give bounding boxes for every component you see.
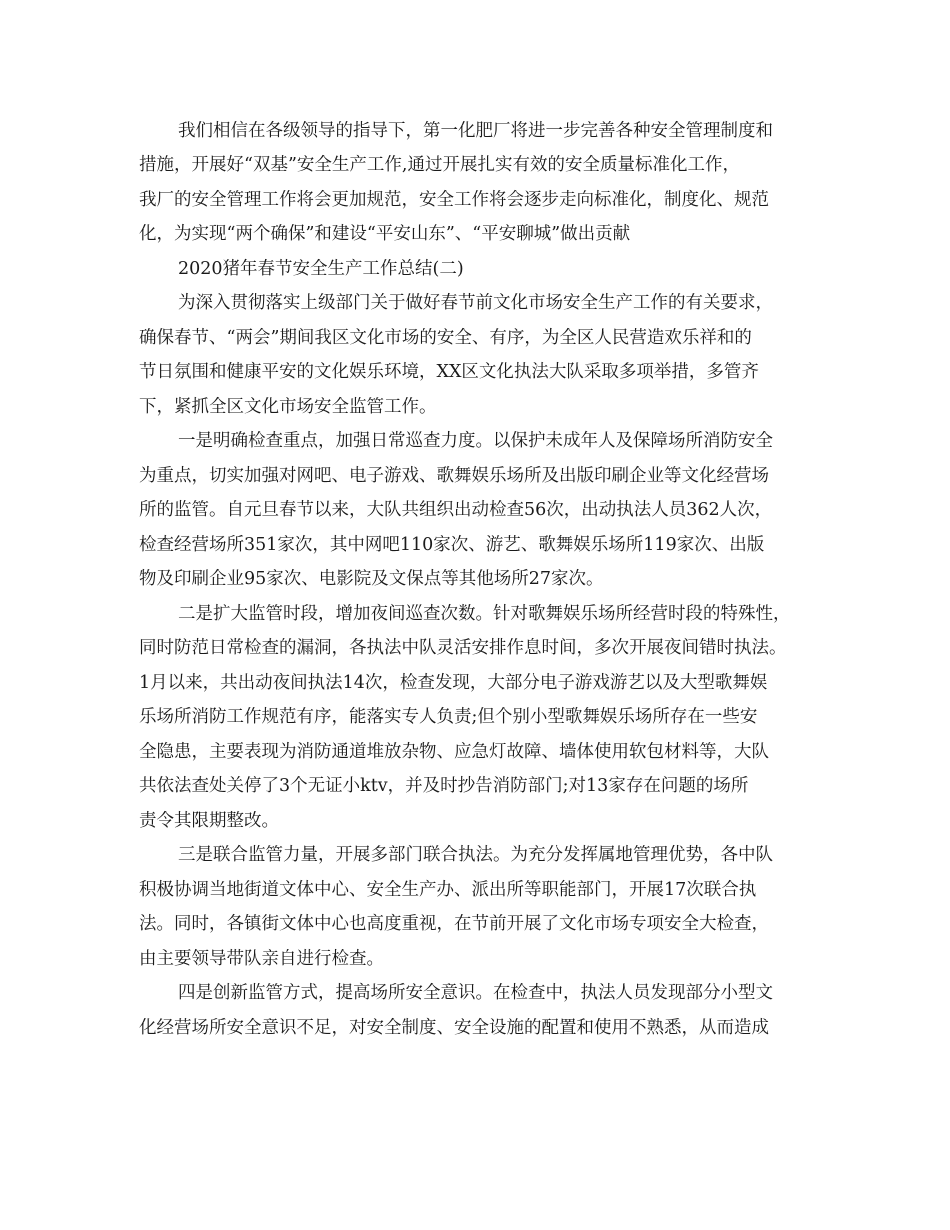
text-line: 下，紧抓全区文化市场安全监管工作。: [139, 397, 437, 417]
text-line: 为深入贯彻落实上级部门关于做好春节前文化市场安全生产工作的有关要求，: [178, 293, 773, 313]
text-line: 化经营场所安全意识不足，对安全制度、安全设施的配置和使用不熟悉，从而造成: [139, 1018, 769, 1038]
text-line: 措施，开展好“双基”安全生产工作,通过开展扎实有效的安全质量标准化工作，: [139, 155, 740, 175]
text-line: 我们相信在各级领导的指导下，第一化肥厂将进一步完善各种安全管理制度和: [178, 121, 773, 141]
text-line: 二是扩大监管时段，增加夜间巡查次数。针对歌舞娱乐场所经营时段的特殊性，: [178, 604, 791, 624]
text-line: 检查经营场所351家次，其中网吧110家次、游艺、歌舞娱乐场所119家次、出版: [139, 535, 765, 555]
text-line: 为重点，切实加强对网吧、电子游戏、歌舞娱乐场所及出版印刷企业等文化经营场: [139, 466, 769, 486]
text-line: 法。同时，各镇街文体中心也高度重视，在节前开展了文化市场专项安全大检查，: [139, 914, 769, 934]
text-line: 全隐患，主要表现为消防通道堆放杂物、应急灯故障、墙体使用软包材料等，大队: [139, 742, 769, 762]
text-line: 物及印刷企业95家次、电影院及文保点等其他场所27家次。: [139, 569, 604, 589]
text-line: 共依法查处关停了3个无证小ktv，并及时抄告消防部门;对13家存在问题的场所: [139, 776, 749, 796]
text-line: 我厂的安全管理工作将会更加规范，安全工作将会逐步走向标准化，制度化、规范: [139, 190, 769, 210]
text-line: 1月以来，共出动夜间执法14次，检查发现，大部分电子游戏游艺以及大型歌舞娱: [139, 673, 768, 693]
text-line: 所的监管。自元旦春节以来，大队共组织出动检查56次，出动执法人员362人次，: [139, 500, 773, 520]
text-line: 四是创新监管方式，提高场所安全意识。在检查中，执法人员发现部分小型文: [178, 983, 773, 1003]
text-line: 责令其限期整改。: [139, 811, 279, 831]
text-line: 一是明确检查重点，加强日常巡查力度。以保护未成年人及保障场所消防安全: [178, 431, 773, 451]
text-line: 由主要领导带队亲自进行检查。: [139, 949, 384, 969]
text-line: 化，为实现“两个确保”和建设“平安山东”、“平安聊城”做出贡献: [139, 224, 631, 244]
text-line: 确保春节、“两会”期间我区文化市场的安全、有序，为全区人民营造欢乐祥和的: [139, 328, 752, 348]
text-line: 乐场所消防工作规范有序，能落实专人负责;但个别小型歌舞娱乐场所存在一些安: [139, 707, 758, 727]
section-heading: 2020猪年春节安全生产工作总结(二): [178, 259, 464, 279]
text-line: 同时防范日常检查的漏洞，各执法中队灵活安排作息时间，多次开展夜间错时执法。: [139, 638, 787, 658]
text-line: 节日氛围和健康平安的文化娱乐环境，XX区文化执法大队采取多项举措，多管齐: [139, 362, 759, 382]
text-line: 积极协调当地街道文体中心、安全生产办、派出所等职能部门，开展17次联合执: [139, 880, 757, 900]
text-line: 三是联合监管力量，开展多部门联合执法。为充分发挥属地管理优势，各中队: [178, 845, 773, 865]
